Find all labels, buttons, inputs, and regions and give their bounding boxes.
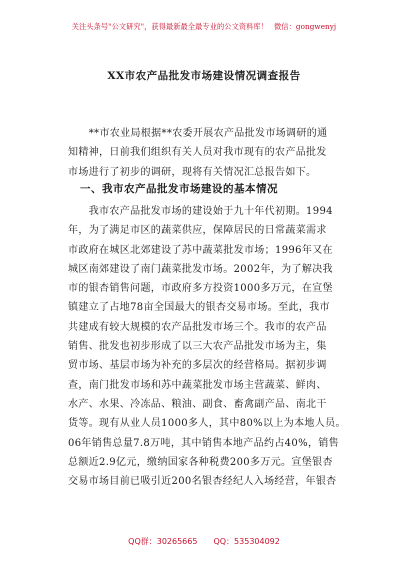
paragraph-line: 我市农产品批发市场的建设始于九十年代初期。1994: [68, 206, 333, 217]
paragraph-line: **市农业局根据**农委开展农产品批发市场调研的通: [68, 128, 328, 139]
paragraph-line: 销售、批发也初步形成了以三大农产品批发市场为主，集: [68, 341, 327, 353]
footer-contact: [0, 536, 408, 547]
paragraph-line: 06年销售总量7.8万吨，其中销售本地产品约占40%，销售: [68, 437, 340, 449]
paragraph-line: 城区南郊建设了南门蔬菜批发市场。2002年，为了解决我: [68, 263, 333, 275]
paragraph-line: 货等。现有从业人员1000多人，其中80%以上为本地人员。: [68, 418, 346, 430]
paragraph-line: 共建成有较大规模的农产品批发市场三个。我市的农产品: [68, 321, 327, 333]
footer-qq-group: QQ群：30265665: [128, 537, 198, 546]
paragraph-line: 镇建立了占地78亩全国最大的银杏交易市场。至此，我市: [68, 302, 330, 314]
paragraph-line: 交易市场目前已吸引近200名银杏经纪人入场经营，年银杏: [68, 476, 337, 488]
section-paragraph: [68, 202, 358, 491]
intro-paragraph: [68, 124, 358, 182]
header-wechat-text: 微信：gongwenyj: [274, 22, 337, 31]
paragraph-line: 水产、水果、冷冻品、粮油、副食、畜禽副产品、南北干: [68, 398, 327, 410]
paragraph-line: 查，南门批发市场和苏中蔬菜批发市场主营蔬菜、鲜肉、: [68, 379, 327, 391]
header-banner: [0, 22, 408, 32]
paragraph-line: 市政府在城区北郊建设了苏中蔬菜批发市场；1996年又在: [68, 244, 333, 256]
paragraph-line: 知精神，日前我们组织有关人员对我市现有的农产品批发: [68, 147, 327, 159]
paragraph-line: 总额近2.9亿元，缴纳国家各种税费200多万元。宣堡银杏: [68, 456, 333, 468]
header-banner-text: 关注头条号"公文研究"，获得最新最全最专业的公文资料库！: [71, 22, 269, 31]
section-heading: 一、我市农产品批发市场建设的基本情况: [80, 183, 278, 195]
paragraph-line: 市场进行了初步的调研，现将有关情况汇总报告如下。: [68, 166, 317, 178]
paragraph-line: 年，为了满足市区的蔬菜供应，保障居民的日常蔬菜需求: [68, 225, 327, 237]
paragraph-line: 贸市场、基层市场为补充的多层次的经营格局。据初步调: [68, 360, 327, 372]
footer-qq: QQ：535304092: [213, 537, 280, 546]
document-title: XX市农产品批发市场建设情况调查报告: [107, 70, 301, 82]
paragraph-line: 市的银杏销售问题，市政府多方投资1000多万元，在宣堡: [68, 283, 333, 295]
